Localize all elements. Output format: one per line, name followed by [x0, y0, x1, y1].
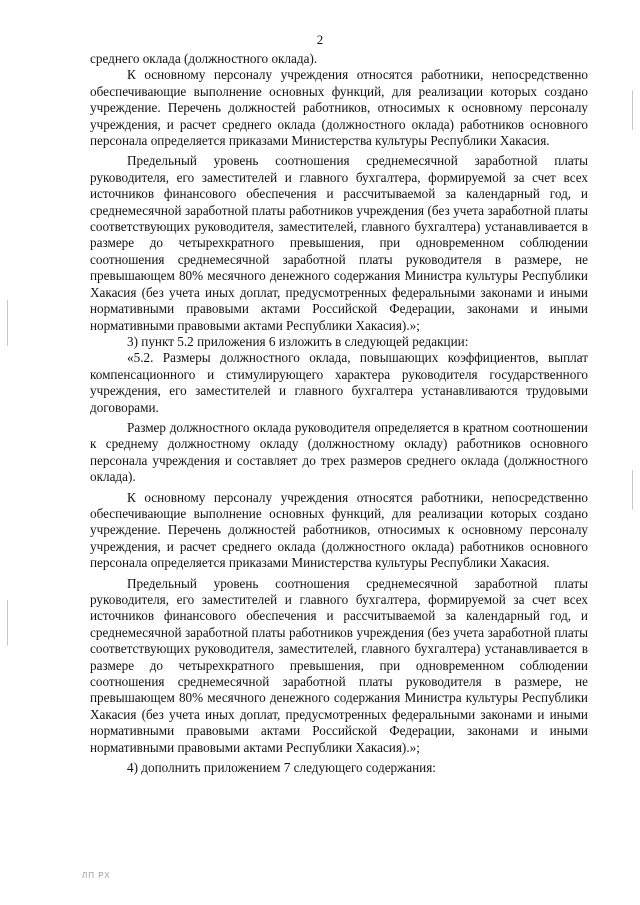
scan-edge-mark: [632, 470, 633, 510]
paragraph-item-3: 3) пункт 5.2 приложения 6 изложить в следующей редакции:: [127, 333, 469, 349]
scan-edge-mark: [7, 300, 8, 346]
scan-edge-mark: [632, 90, 633, 130]
paragraph-continuation: среднего оклада (должностного оклада).: [90, 51, 318, 66]
page-number: 2: [316, 32, 324, 47]
paragraph-item-4: 4) дополнить приложением 7 следующего содержания:: [127, 760, 436, 776]
paragraph-main-staff-2: К основному персоналу учреждения относятся работники, непосредственно обеспечивающие выполнение основных функций, для реализации которых создано учреждение. Перечень должностей работников, относимых к основному персоналу учреждения, и расчет среднего оклада (должностного оклада) работников основного персонала определяется приказами Министерства культуры Республики Хакасия.: [90, 489, 588, 571]
paragraph-head-salary: Размер должностного оклада руководителя определяется в кратном соотношении к среднему должностному окладу (должностному окладу) работников основного персонала учреждения и составляет до трех размеров среднего оклада (должностного оклада).: [90, 419, 588, 485]
paragraph-clause-5-2: «5.2. Размеры должностного оклада, повышающих коэффициентов, выплат компенсационного и стимулирующего характера руководителя государственного учреждения, его заместителей и главного бухгалтера устанавливаются трудовыми договорами.: [90, 350, 588, 415]
footer-mark: ЛП РХ: [82, 871, 111, 880]
paragraph-salary-ratio-1: Предельный уровень соотношения среднемесячной заработной платы руководителя, его заместителей и главного бухгалтера, формируемой за счет всех источников финансового обеспечения и рассчитываемой за календарный год, и среднемесячной заработной платы работников учреждения (без учета заработной платы соответствующих руководителя, заместителей, главного бухгалтера) устанавливается в размере до четырехкратного превышения, при одновременном соблюдении соотношения среднемесячной заработной платы руководителя в размере, не превышающем 80% месячного денежного содержания Министра культуры Республики Хакасия (без учета иных доплат, предусмотренных федеральными законами и иными нормативными правовыми актами Российской Федерации, законами и иными нормативными правовыми актами Республики Хакасия).»;: [90, 153, 588, 333]
scan-edge-mark: [7, 600, 8, 646]
document-body: [90, 51, 588, 776]
paragraph-salary-ratio-2: Предельный уровень соотношения среднемесячной заработной платы руководителя, его заместителей и главного бухгалтера, формируемой за счет всех источников финансового обеспечения и рассчитываемой за календарный год, и среднемесячной заработной платы работников учреждения (без учета заработной платы соответствующих руководителя, заместителей, главного бухгалтера) устанавливается в размере до четырехкратного превышения, при одновременном соблюдении соотношения среднемесячной заработной платы руководителя в размере, не превышающем 80% месячного денежного содержания Министра культуры Республики Хакасия (без учета иных доплат, предусмотренных федеральными законами и иными нормативными правовыми актами Российской Федерации, законами и иными нормативными правовыми актами Республики Хакасия).»;: [90, 575, 588, 755]
paragraph-main-staff-1: К основному персоналу учреждения относятся работники, непосредственно обеспечивающие выполнение основных функций, для реализации которых создано учреждение. Перечень должностей работников, относимых к основному персоналу учреждения, и расчет среднего оклада (должностного оклада) работников основного персонала определяется приказами Министерства культуры Республики Хакасия.: [90, 67, 588, 149]
